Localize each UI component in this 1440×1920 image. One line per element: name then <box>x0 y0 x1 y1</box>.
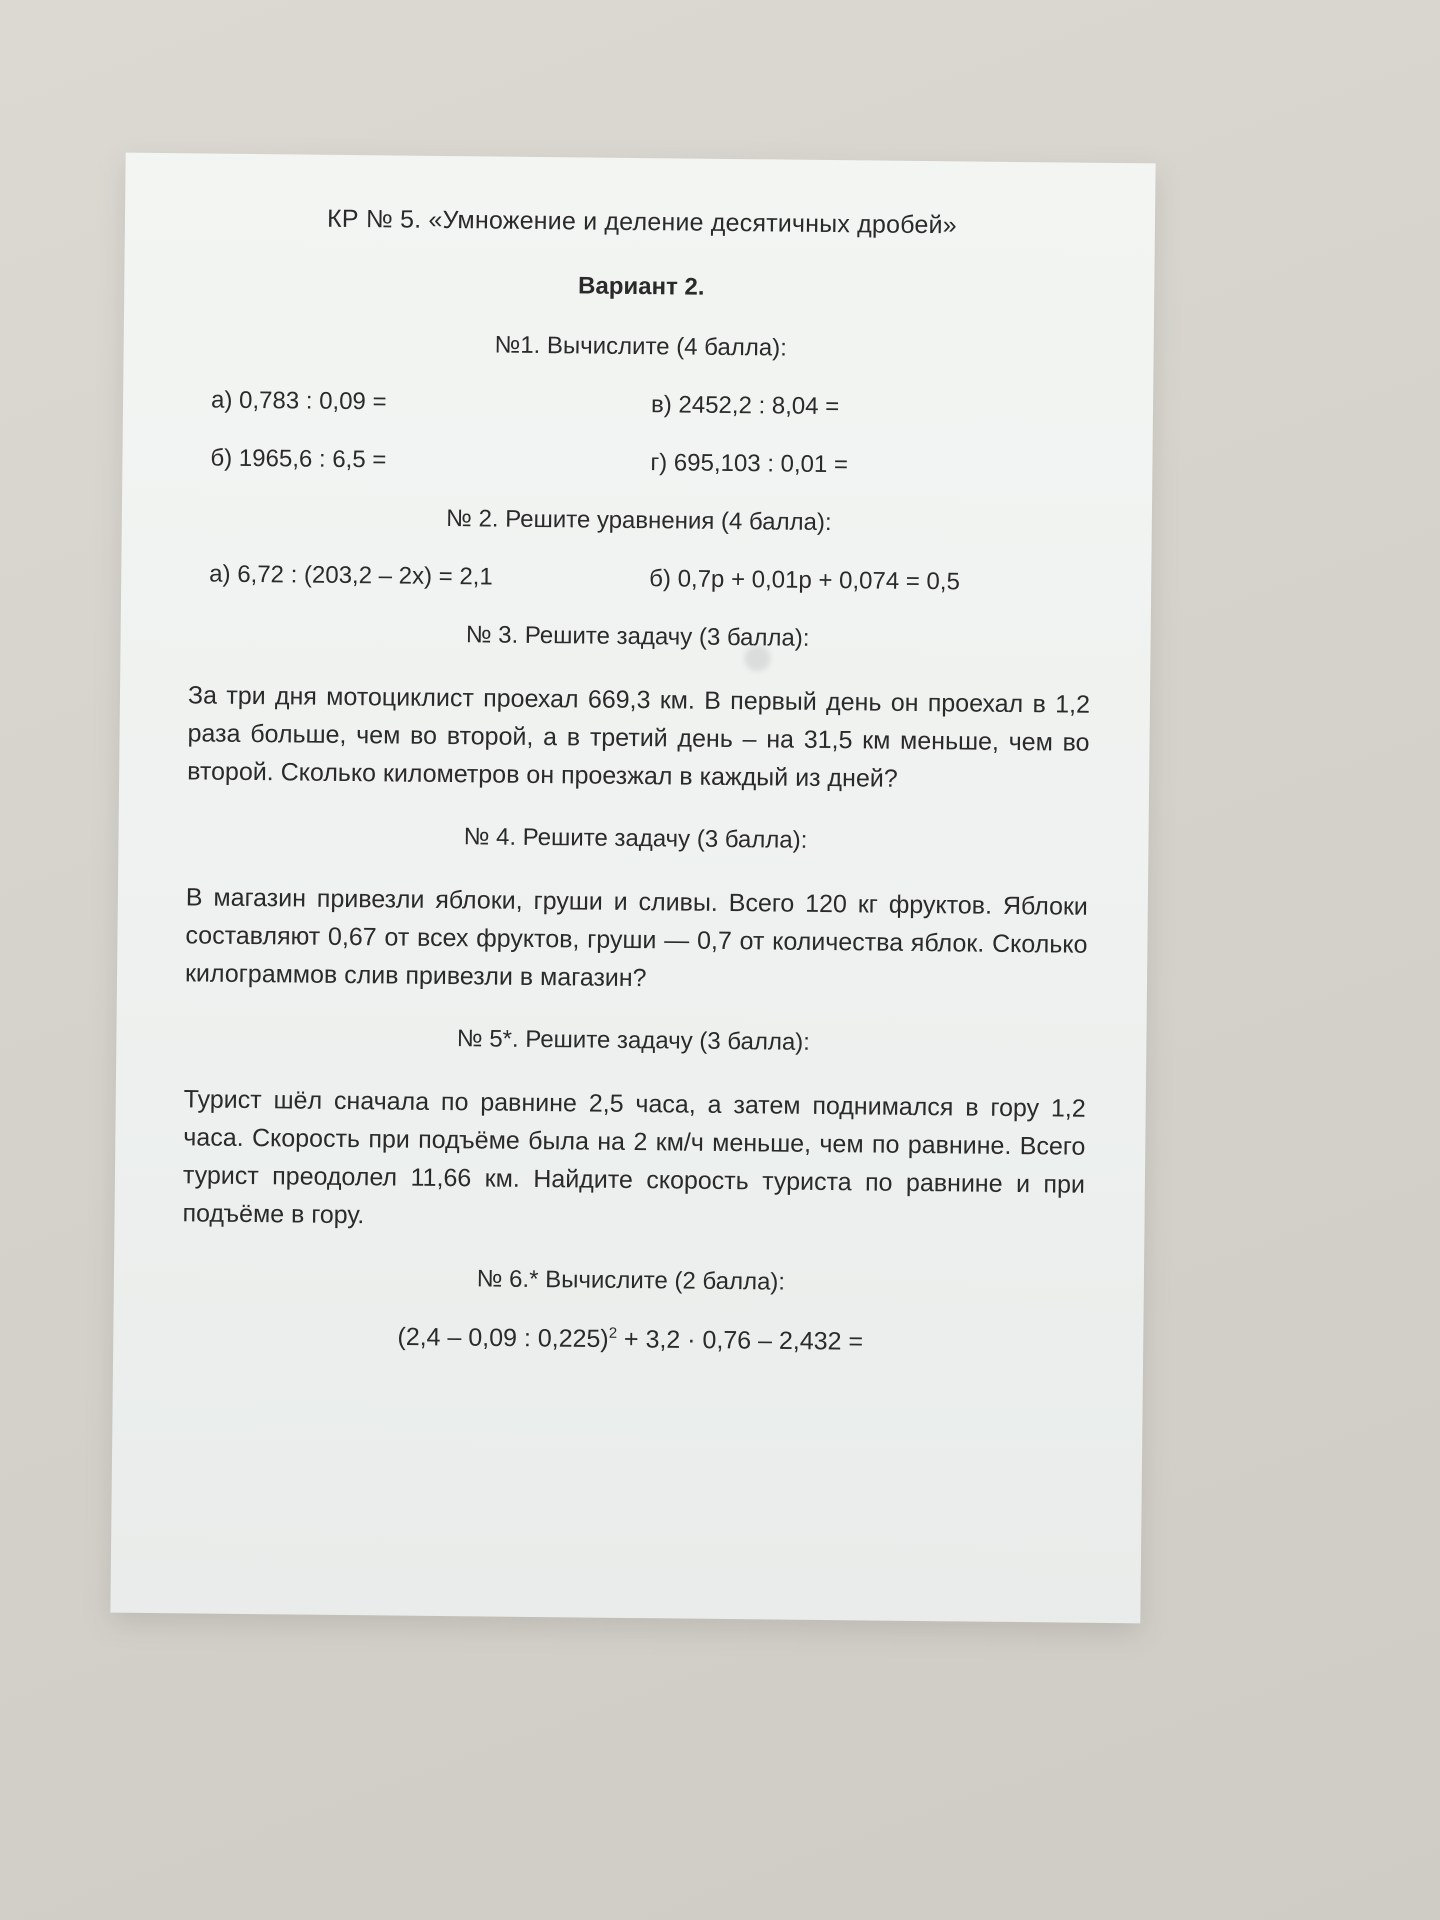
task6-expression <box>171 1320 1089 1359</box>
task3-heading: № 3. Решите задачу (3 балла): <box>465 621 810 652</box>
task1-row-2 <box>180 444 1098 482</box>
task1-item-b: б) 1965,6 : 6,5 = <box>210 444 387 474</box>
task4-text: В магазин привезли яблоки, груши и сливы. Всего 120 кг фруктов. Яблоки составляют 0,67 от всех фруктов, груши — 0,7 от количества яблок. Сколько килограммов слив привезли в магазин? <box>184 883 1088 993</box>
variant-label: Вариант 2. <box>577 272 705 301</box>
task2-equation-a: а) 6,72 : (203,2 – 2х) = 2,1 <box>209 560 493 591</box>
task6-heading: № 6.* Вычислите (2 балла): <box>476 1265 786 1296</box>
task5-heading: № 5*. Решите задачу (3 балла): <box>456 1025 811 1056</box>
task3-text: За три дня мотоциклист проехал 669,3 км. В первый день он проехал в 1,2 раза больше, чем во второй, а в третий день – на 31,5 км меньше, чем во второй. Сколько километров он проезжал в каждый из дней? <box>187 681 1091 793</box>
task6-expr-part2: + 3,2 · 0,76 – 2,432 = <box>616 1325 864 1356</box>
task1-item-g: г) 695,103 : 0,01 = <box>650 449 849 479</box>
paper-spot <box>744 645 770 671</box>
document-title: КР № 5. «Умножение и деление десятичных дробей» <box>326 204 957 240</box>
task1-row-1 <box>181 386 1099 424</box>
task1-heading: №1. Вычислите (4 балла): <box>494 331 787 362</box>
task2-equation-b: б) 0,7р + 0,01р + 0,074 = 0,5 <box>649 565 961 596</box>
task4-heading: № 4. Решите задачу (3 балла): <box>463 823 808 854</box>
task5-text: Турист шёл сначала по равнине 2,5 часа, а затем поднимался в гору 1,2 часа. Скорость при подъёме была на 2 км/ч меньше, чем по равнине. Всего турист преодолел 11,66 км. Найдите скорость туриста по равнине и при подъёме в гору. <box>182 1085 1086 1230</box>
task6-expr-part1: (2,4 – 0,09 : 0,225) <box>397 1322 609 1354</box>
task1-item-v: в) 2452,2 : 8,04 = <box>650 391 840 421</box>
task2-row <box>179 560 1097 598</box>
task1-item-a: а) 0,783 : 0,09 = <box>210 386 387 416</box>
task6-expr-exponent: 2 <box>608 1324 618 1342</box>
paper-sheet <box>110 153 1155 1624</box>
task2-heading: № 2. Решите уравнения (4 балла): <box>445 505 832 537</box>
